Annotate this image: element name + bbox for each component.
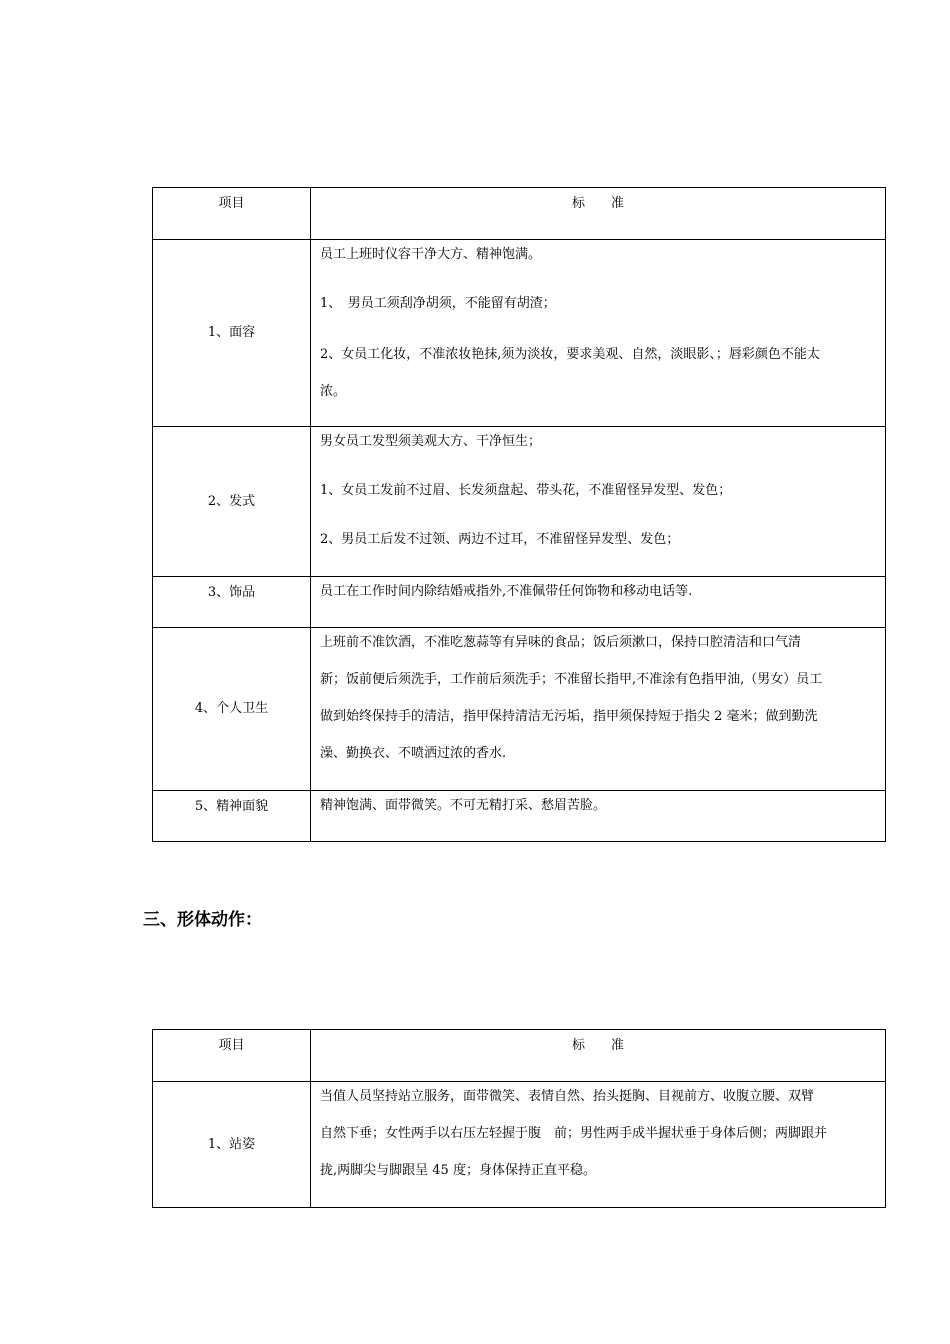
table-row: [153, 240, 886, 427]
table-header-row: [153, 188, 886, 240]
standard-line: 拢,两脚尖与脚跟呈 45 度；身体保持正直平稳。: [320, 1163, 596, 1178]
table-row: [153, 1082, 886, 1208]
row-item-label: 3、饰品: [153, 577, 311, 628]
standard-line: 员工上班时仪容干净大方、精神饱满。: [320, 247, 542, 262]
standard-line: 新；饭前便后须洗手，工作前后须洗手；不准留长指甲,不准涂有色指甲油,（男女）员工: [320, 672, 823, 687]
standard-line: 男女员工发型须美观大方、干净恒生；: [320, 434, 542, 449]
standard-line: 员工在工作时间内除结婚戒指外,不准佩带任何饰物和移动电话等.: [320, 584, 693, 599]
row-standard: [311, 791, 886, 842]
table-header-row: [153, 1030, 886, 1082]
header-item: 项目: [153, 188, 311, 240]
row-item-label: 2、发式: [153, 427, 311, 577]
header-standard: 标 准: [311, 188, 886, 240]
table-row: [153, 427, 886, 577]
table-row: [153, 628, 886, 791]
standard-line: 自然下垂；女性两手以右压左轻握于腹 前；男性两手成半握状垂于身体后侧；两脚跟并: [320, 1126, 828, 1141]
table-row: [153, 577, 886, 628]
posture-standards-table: [152, 1029, 886, 1208]
section-heading: 三、形体动作：: [143, 910, 262, 930]
standard-line: 浓。: [320, 384, 347, 399]
header-standard: 标 准: [311, 1030, 886, 1082]
header-item: 项目: [153, 1030, 311, 1082]
standard-line: 澡、勤换衣、不喷洒过浓的香水.: [320, 746, 507, 761]
row-item-label: 4、个人卫生: [153, 628, 311, 791]
standard-line: 精神饱满、面带微笑。不可无精打采、愁眉苦脸。: [320, 798, 607, 813]
row-standard: [311, 1082, 886, 1208]
standard-line: 1、女员工发前不过眉、长发须盘起、带头花，不准留怪异发型、发色；: [320, 483, 732, 498]
row-item-label: 5、精神面貌: [153, 791, 311, 842]
standard-line: 1、 男员工须刮净胡须，不能留有胡渣；: [320, 296, 556, 311]
standard-line: 当值人员坚持站立服务，面带微笑、表情自然、抬头挺胸、目视前方、收腹立腰、双臂: [320, 1089, 815, 1104]
appearance-standards-table: [152, 187, 886, 842]
standard-line: 做到始终保持手的清洁，指甲保持清洁无污垢，指甲须保持短于指尖 2 毫米；做到勤洗: [320, 709, 818, 724]
row-standard: [311, 240, 886, 427]
standard-line: 2、男员工后发不过领、两边不过耳，不准留怪异发型、发色；: [320, 532, 680, 547]
row-standard: [311, 577, 886, 628]
row-item-label: 1、站姿: [153, 1082, 311, 1208]
row-standard: [311, 628, 886, 791]
table-row: [153, 791, 886, 842]
standard-line: 上班前不准饮酒，不准吃葱蒜等有异味的食品；饭后须漱口，保持口腔清洁和口气清: [320, 635, 802, 650]
row-standard: [311, 427, 886, 577]
row-item-label: 1、面容: [153, 240, 311, 427]
standard-line: 2、女员工化妆，不准浓妆艳抹,须为淡妆，要求美观、自然，淡眼影、；唇彩颜色不能太: [320, 347, 820, 362]
